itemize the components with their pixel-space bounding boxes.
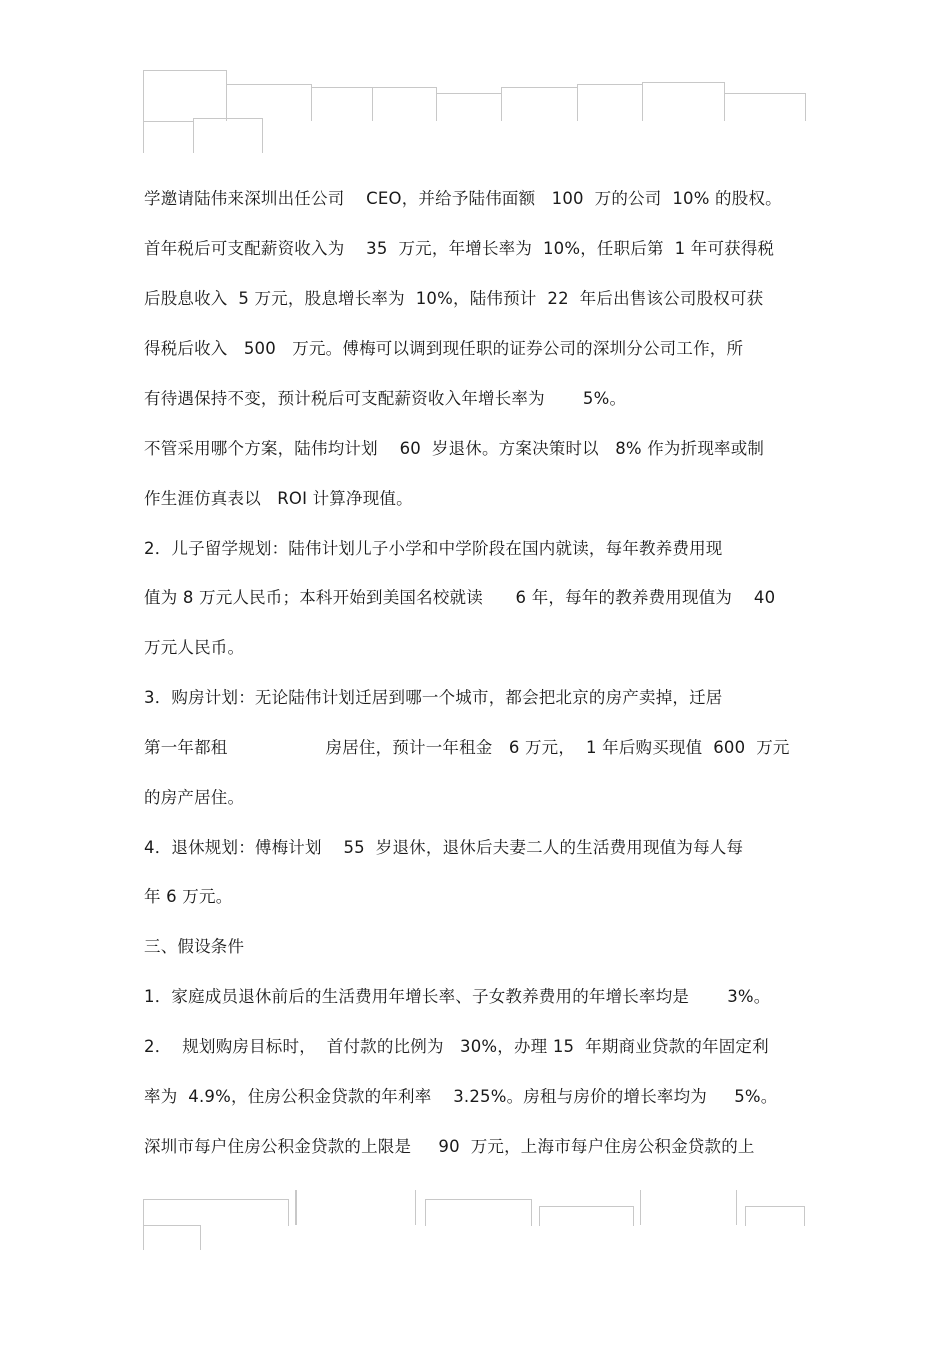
table-fragment xyxy=(436,93,502,121)
text-line: 的房产居住。 xyxy=(144,788,245,807)
text-line: 率为 4.9%，住房公积金贷款的年利率 3.25%。房租与房价的增长率均为 5%。 xyxy=(144,1087,778,1106)
table-fragment xyxy=(724,93,806,121)
text-line: 2．儿子留学规划：陆伟计划儿子小学和中学阶段在国内就读，每年教养费用现 xyxy=(144,539,723,558)
text-line: 万元人民币。 xyxy=(144,638,245,657)
text-line: 有待遇保持不变，预计税后可支配薪资收入年增长率为 5%。 xyxy=(144,389,627,408)
text-line: 年 6 万元。 xyxy=(144,887,233,906)
text-line: 3．购房计划：无论陆伟计划迁居到哪一个城市，都会把北京的房产卖掉，迁居 xyxy=(144,688,723,707)
table-fragment xyxy=(143,1225,201,1250)
table-fragment xyxy=(311,87,373,121)
text-line: 首年税后可支配薪资收入为 35 万元，年增长率为 10%，任职后第 1 年可获得税 xyxy=(144,239,775,258)
text-line: 4．退休规划：傅梅计划 55 岁退休，退休后夫妻二人的生活费用现值为每人每 xyxy=(144,838,744,857)
text-line: 2． 规划购房目标时， 首付款的比例为 30%，办理 15 年期商业贷款的年固定利 xyxy=(144,1037,769,1056)
table-fragment xyxy=(642,82,725,121)
table-fragment xyxy=(640,1190,641,1225)
text-line: 第一年都租 房居住，预计一年租金 6 万元， 1 年后购买现值 600 万元 xyxy=(144,738,790,757)
table-fragment xyxy=(193,118,263,153)
text-line: 后股息收入 5 万元，股息增长率为 10%，陆伟预计 22 年后出售该公司股权可获 xyxy=(144,289,764,308)
table-fragment xyxy=(415,1190,416,1225)
text-line: 学邀请陆伟来深圳出任公司 CEO，并给予陆伟面额 100 万的公司 10% 的股权。 xyxy=(144,189,782,208)
table-fragment xyxy=(143,121,194,153)
text-line: 作生涯仿真表以 ROI 计算净现值。 xyxy=(144,489,413,508)
table-fragment xyxy=(425,1199,532,1226)
table-fragment xyxy=(501,87,578,121)
table-fragment xyxy=(226,84,312,121)
table-fragment xyxy=(539,1206,634,1226)
section-heading: 三、假设条件 xyxy=(144,937,245,956)
table-fragment xyxy=(295,1190,297,1225)
table-fragment xyxy=(372,87,437,121)
text-line: 深圳市每户住房公积金贷款的上限是 90 万元，上海市每户住房公积金贷款的上 xyxy=(144,1137,755,1156)
table-fragment xyxy=(736,1190,737,1225)
text-line: 不管采用哪个方案，陆伟均计划 60 岁退休。方案决策时以 8% 作为折现率或制 xyxy=(144,439,765,458)
text-line: 值为 8 万元人民币；本科开始到美国名校就读 6 年，每年的教养费用现值为 40 xyxy=(144,588,776,607)
text-line: 1．家庭成员退休前后的生活费用年增长率、子女教养费用的年增长率均是 3%。 xyxy=(144,987,771,1006)
text-line: 得税后收入 500 万元。傅梅可以调到现任职的证券公司的深圳分公司工作，所 xyxy=(144,339,744,358)
table-fragment xyxy=(577,84,643,121)
table-fragment xyxy=(143,70,227,121)
table-fragment xyxy=(745,1206,805,1226)
table-fragment xyxy=(143,1199,289,1226)
